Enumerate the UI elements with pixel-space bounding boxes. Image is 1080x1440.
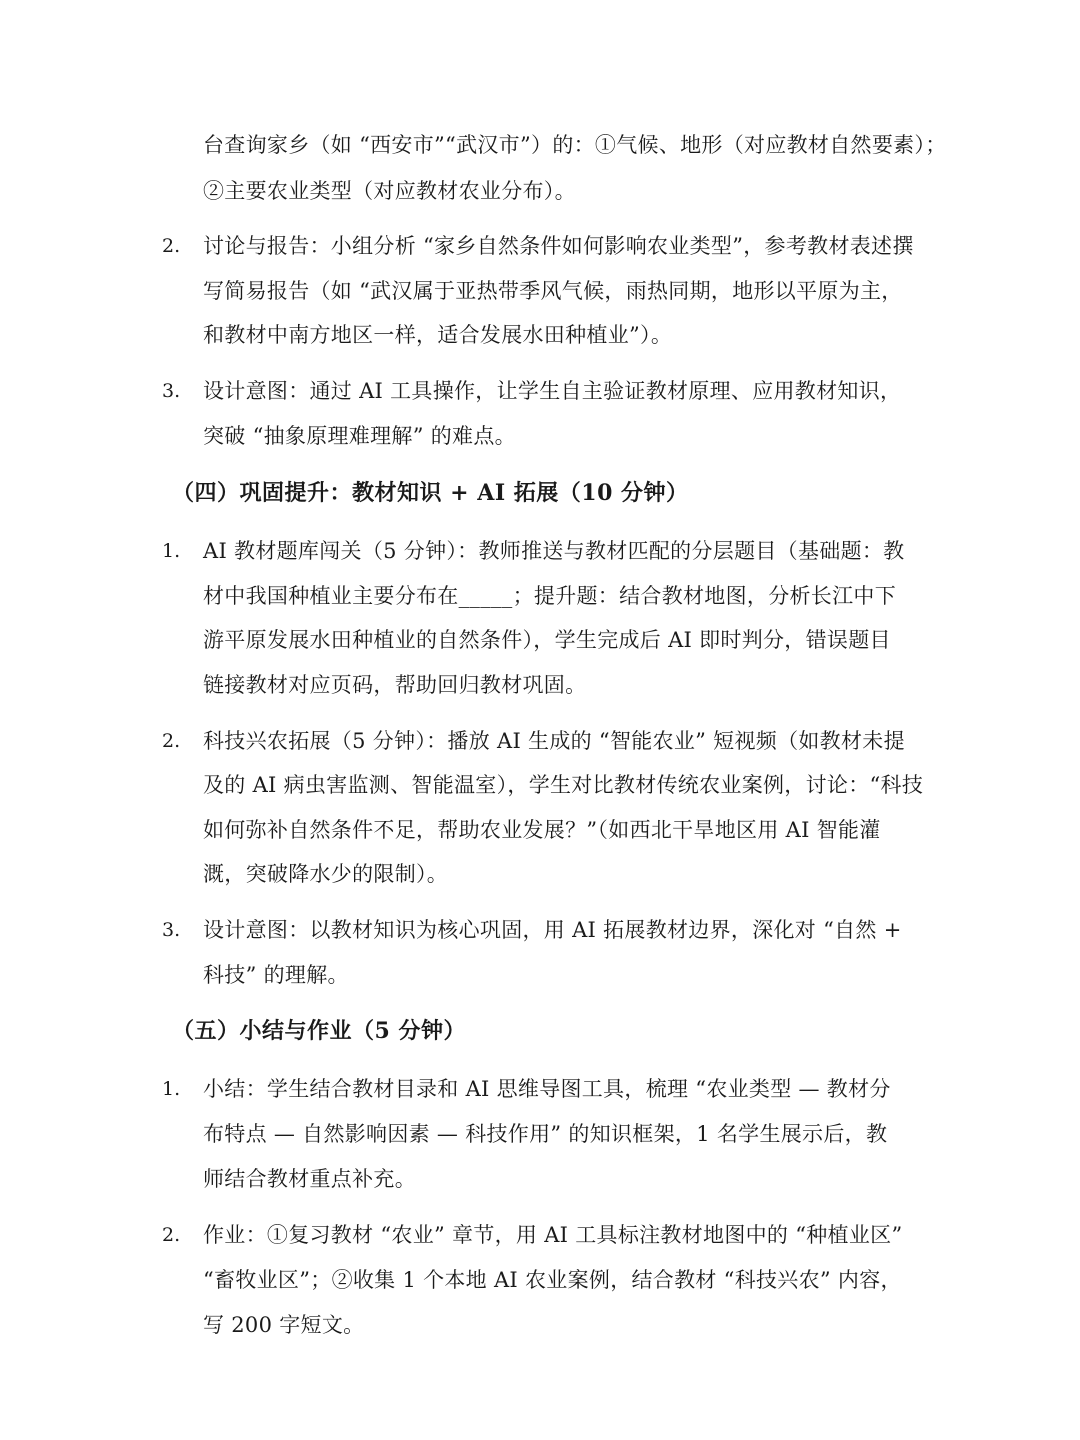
list-item-line: 设计意图：通过 AI 工具操作，让学生自主验证教材原理、应用教材知识， [203, 379, 902, 403]
section-heading: （四）巩固提升：教材知识 + AI 拓展（10 分钟） [172, 480, 689, 506]
list-number: 2. [162, 235, 181, 257]
list-number: 2. [162, 1224, 181, 1246]
list-number: 1. [162, 1078, 181, 1100]
list-item-line: 讨论与报告：小组分析 “家乡自然条件如何影响农业类型”，参考教材表述撰 [203, 234, 914, 258]
list-item-line: 游平原发展水田种植业的自然条件），学生完成后 AI 即时判分，错误题目 [203, 628, 891, 652]
paragraph-line: ②主要农业类型（对应教材农业分布）。 [203, 179, 576, 203]
list-number: 1. [162, 540, 181, 562]
section-heading: （五）小结与作业（5 分钟） [172, 1018, 466, 1044]
list-item-line: 师结合教材重点补充。 [203, 1167, 416, 1191]
list-number: 2. [162, 730, 181, 752]
list-item-line: 材中我国种植业主要分布在_____；提升题：结合教材地图，分析长江中下 [203, 584, 896, 608]
list-item-line: 作业：①复习教材 “农业” 章节，用 AI 工具标注教材地图中的 “种植业区” [203, 1223, 903, 1247]
list-item-line: 链接教材对应页码，帮助回归教材巩固。 [203, 673, 587, 697]
list-item-line: 设计意图：以教材知识为核心巩固，用 AI 拓展教材边界，深化对 “自然 + [203, 918, 902, 942]
list-item-line: 和教材中南方地区一样，适合发展水田种植业”）。 [203, 323, 673, 347]
list-item-line: 写简易报告（如 “武汉属于亚热带季风气候，雨热同期，地形以平原为主， [203, 279, 903, 303]
list-item-line: “畜牧业区”；②收集 1 个本地 AI 农业案例，结合教材 “科技兴农” 内容， [203, 1268, 902, 1292]
list-item-line: 科技” 的理解。 [203, 963, 349, 987]
list-item-line: 及的 AI 病虫害监测、智能温室），学生对比教材传统农业案例，讨论：“科技 [203, 773, 924, 797]
list-item-line: 写 200 字短文。 [203, 1313, 365, 1337]
list-item-line: 溉，突破降水少的限制）。 [203, 862, 449, 886]
list-item-line: 如何弥补自然条件不足，帮助农业发展？”（如西北干旱地区用 AI 智能灌 [203, 818, 881, 842]
list-item-line: 科技兴农拓展（5 分钟）：播放 AI 生成的 “智能农业” 短视频（如教材未提 [203, 729, 905, 753]
list-number: 3. [162, 919, 181, 941]
list-item-line: AI 教材题库闯关（5 分钟）：教师推送与教材匹配的分层题目（基础题：教 [203, 539, 905, 563]
list-item-line: 布特点 — 自然影响因素 — 科技作用” 的知识框架，1 名学生展示后，教 [203, 1122, 888, 1146]
list-item-line: 小结：学生结合教材目录和 AI 思维导图工具，梳理 “农业类型 — 教材分 [203, 1077, 891, 1101]
list-item-line: 突破 “抽象原理难理解” 的难点。 [203, 424, 516, 448]
paragraph-line: 台查询家乡（如 “西安市”“武汉市”）的：①气候、地形（对应教材自然要素）； [203, 133, 947, 157]
list-number: 3. [162, 380, 181, 402]
